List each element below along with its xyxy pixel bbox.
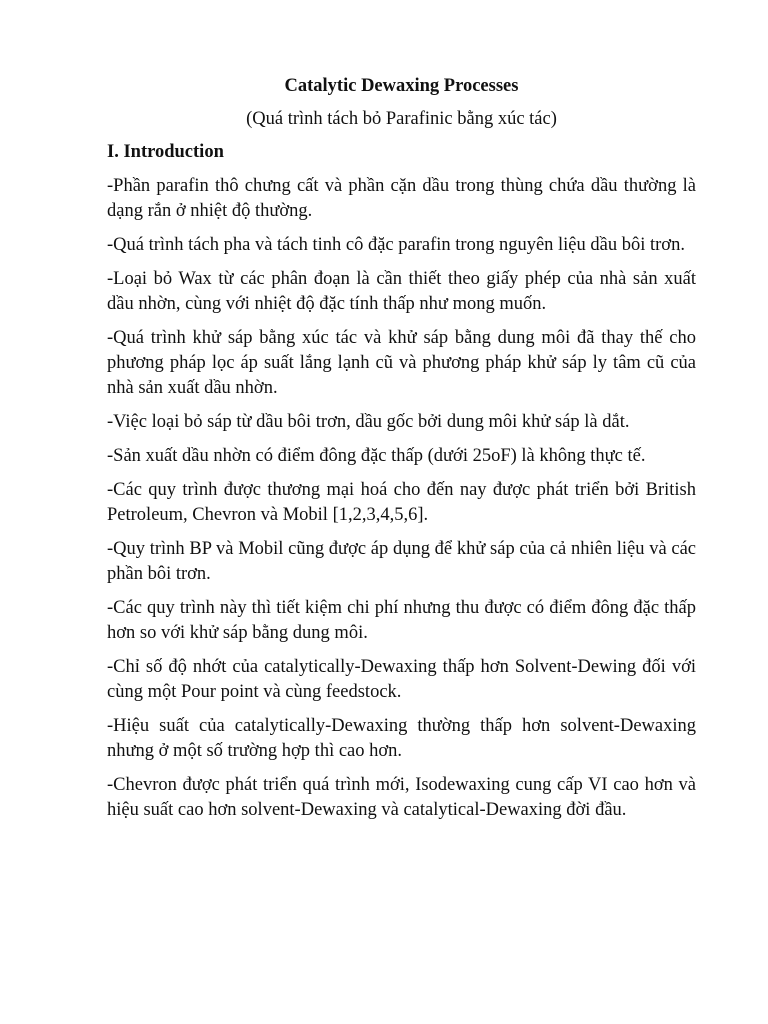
paragraph: -Loại bỏ Wax từ các phân đoạn là cần thiết theo giấy phép của nhà sản xuất dầu nhờn, cùng với nhiệt độ đặc tính thấp như mong muốn. xyxy=(107,269,696,314)
paragraph: -Quá trình tách pha và tách tinh cô đặc parafin trong nguyên liệu dầu bôi trơn. xyxy=(107,235,685,255)
paragraph: -Chevron được phát triển quá trình mới, Isodewaxing cung cấp VI cao hơn và hiệu suất cao hơn solvent-Dewaxing và catalytical-Dewaxing đời đầu. xyxy=(107,775,696,820)
section-heading: I. Introduction xyxy=(107,142,224,162)
paragraph: -Các quy trình được thương mại hoá cho đến nay được phát triển bởi British Petroleum, Chevron và Mobil [1,2,3,4,5,6]. xyxy=(107,480,696,525)
paragraph: -Sản xuất dầu nhờn có điểm đông đặc thấp (dưới 25oF) là không thực tế. xyxy=(107,446,646,466)
document-body xyxy=(107,74,696,823)
document-title: Catalytic Dewaxing Processes xyxy=(284,76,519,96)
paragraph: -Hiệu suất của catalytically-Dewaxing thường thấp hơn solvent-Dewaxing nhưng ở một số trường hợp thì cao hơn. xyxy=(107,716,696,761)
paragraph: -Các quy trình này thì tiết kiệm chi phí nhưng thu được có điểm đông đặc thấp hơn so với khử sáp bằng dung môi. xyxy=(107,598,696,643)
paragraph: -Việc loại bỏ sáp từ dầu bôi trơn, dầu gốc bởi dung môi khử sáp là dắt. xyxy=(107,412,630,432)
paragraph: -Chỉ số độ nhớt của catalytically-Dewaxing thấp hơn Solvent-Dewing đối với cùng một Pour point và cùng feedstock. xyxy=(107,657,696,702)
document-subtitle: (Quá trình tách bỏ Parafinic bằng xúc tác) xyxy=(246,109,557,129)
paragraph: -Phần parafin thô chưng cất và phần cặn dầu trong thùng chứa dầu thường là dạng rắn ở nhiệt độ thường. xyxy=(107,176,696,221)
paragraph: -Quy trình BP và Mobil cũng được áp dụng để khử sáp của cả nhiên liệu và các phần bôi trơn. xyxy=(107,539,696,584)
paragraph: -Quá trình khử sáp bằng xúc tác và khử sáp bằng dung môi đã thay thế cho phương pháp lọc áp suất lắng lạnh cũ và phương pháp khử sáp ly tâm cũ của nhà sản xuất dầu nhờn. xyxy=(107,328,696,398)
